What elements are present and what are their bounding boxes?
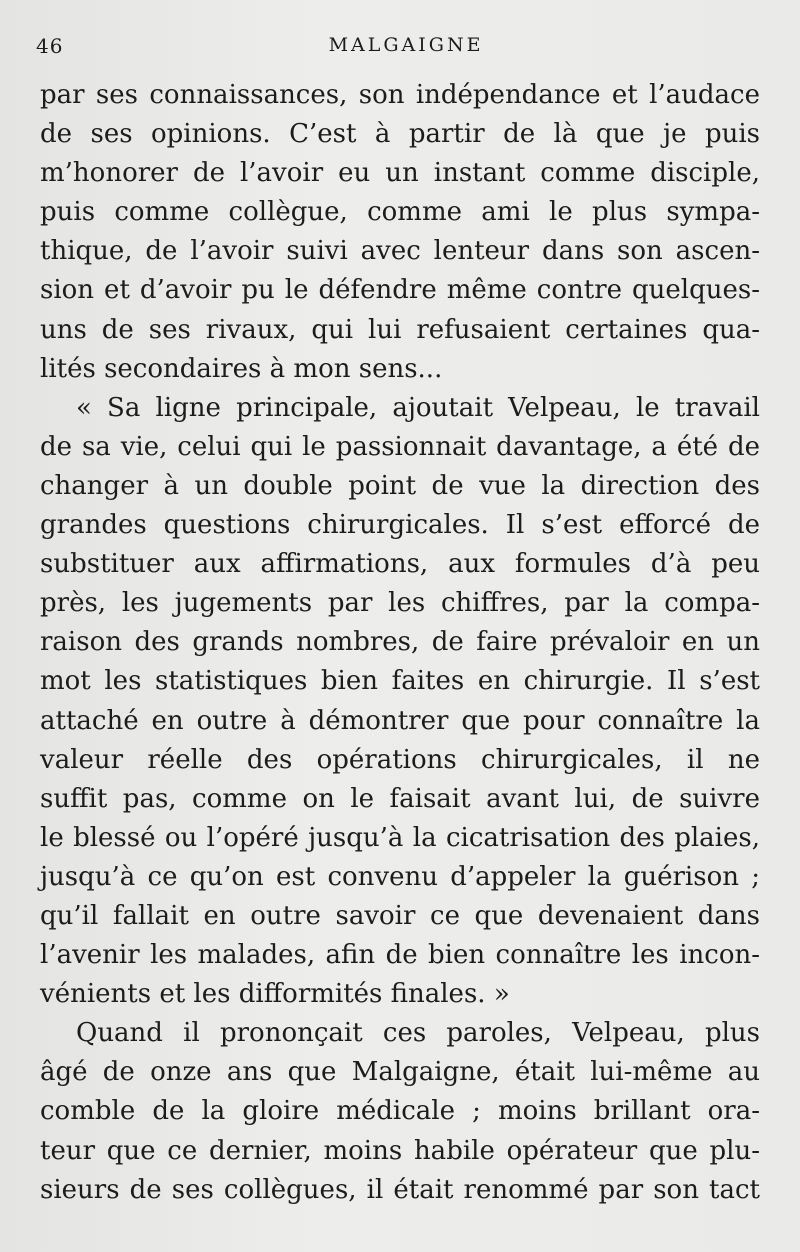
- text-line: « Sa ligne principale, ajoutait Velpeau, le travail: [76, 392, 760, 423]
- running-head: MALGAIGNE: [328, 34, 484, 56]
- text-line: près, les jugements par les chiffres, par la compa-: [40, 588, 760, 619]
- text-line: grandes questions chirurgicales. Il s’est efforcé de: [40, 510, 760, 541]
- text-line: de sa vie, celui qui le passionnait davantage, a été de: [40, 431, 760, 462]
- text-line: de ses opinions. C’est à partir de là que je puis: [40, 119, 760, 150]
- text-line: raison des grands nombres, de faire prévaloir en un: [40, 627, 760, 658]
- text-line: suffit pas, comme on le faisait avant lui, de suivre: [40, 783, 760, 814]
- text-line: Quand il prononçait ces paroles, Velpeau, plus: [76, 1018, 760, 1049]
- text-line: valeur réelle des opérations chirurgicales, il ne: [40, 744, 760, 775]
- text-line: substituer aux affirmations, aux formules d’à peu: [40, 549, 760, 580]
- body-text: [40, 76, 760, 1210]
- text-line: uns de ses rivaux, qui lui refusaient certaines qua-: [40, 314, 760, 345]
- text-line: vénients et les difformités finales. »: [40, 979, 510, 1010]
- page-number: 46: [36, 34, 64, 58]
- text-line: thique, de l’avoir suivi avec lenteur dans son ascen-: [40, 236, 760, 267]
- text-line: sion et d’avoir pu le défendre même contre quelques-: [40, 275, 760, 306]
- text-line: jusqu’à ce qu’on est convenu d’appeler la guérison ;: [40, 861, 760, 892]
- text-line: qu’il fallait en outre savoir ce que devenaient dans: [40, 900, 760, 931]
- text-line: par ses connaissances, son indépendance et l’audace: [40, 80, 760, 110]
- text-line: mot les statistiques bien faites en chirurgie. Il s’est: [40, 666, 760, 697]
- text-line: sieurs de ses collègues, il était renommé par son tact: [40, 1174, 760, 1205]
- text-line: lités secondaires à mon sens...: [40, 353, 443, 384]
- text-line: le blessé ou l’opéré jusqu’à la cicatrisation des plaies,: [40, 822, 760, 853]
- text-line: attaché en outre à démontrer que pour connaître la: [40, 705, 760, 736]
- page-header: [36, 34, 776, 62]
- text-line: comble de la gloire médicale ; moins brillant ora-: [40, 1096, 760, 1127]
- text-line: teur que ce dernier, moins habile opérateur que plu-: [40, 1135, 760, 1166]
- text-line: âgé de onze ans que Malgaigne, était lui-même au: [40, 1057, 760, 1088]
- text-line: l’avenir les malades, afin de bien connaître les incon-: [40, 940, 760, 971]
- text-line: m’honorer de l’avoir eu un instant comme disciple,: [40, 158, 760, 189]
- text-line: changer à un double point de vue la direction des: [40, 470, 760, 501]
- text-line: puis comme collègue, comme ami le plus sympa-: [40, 197, 760, 228]
